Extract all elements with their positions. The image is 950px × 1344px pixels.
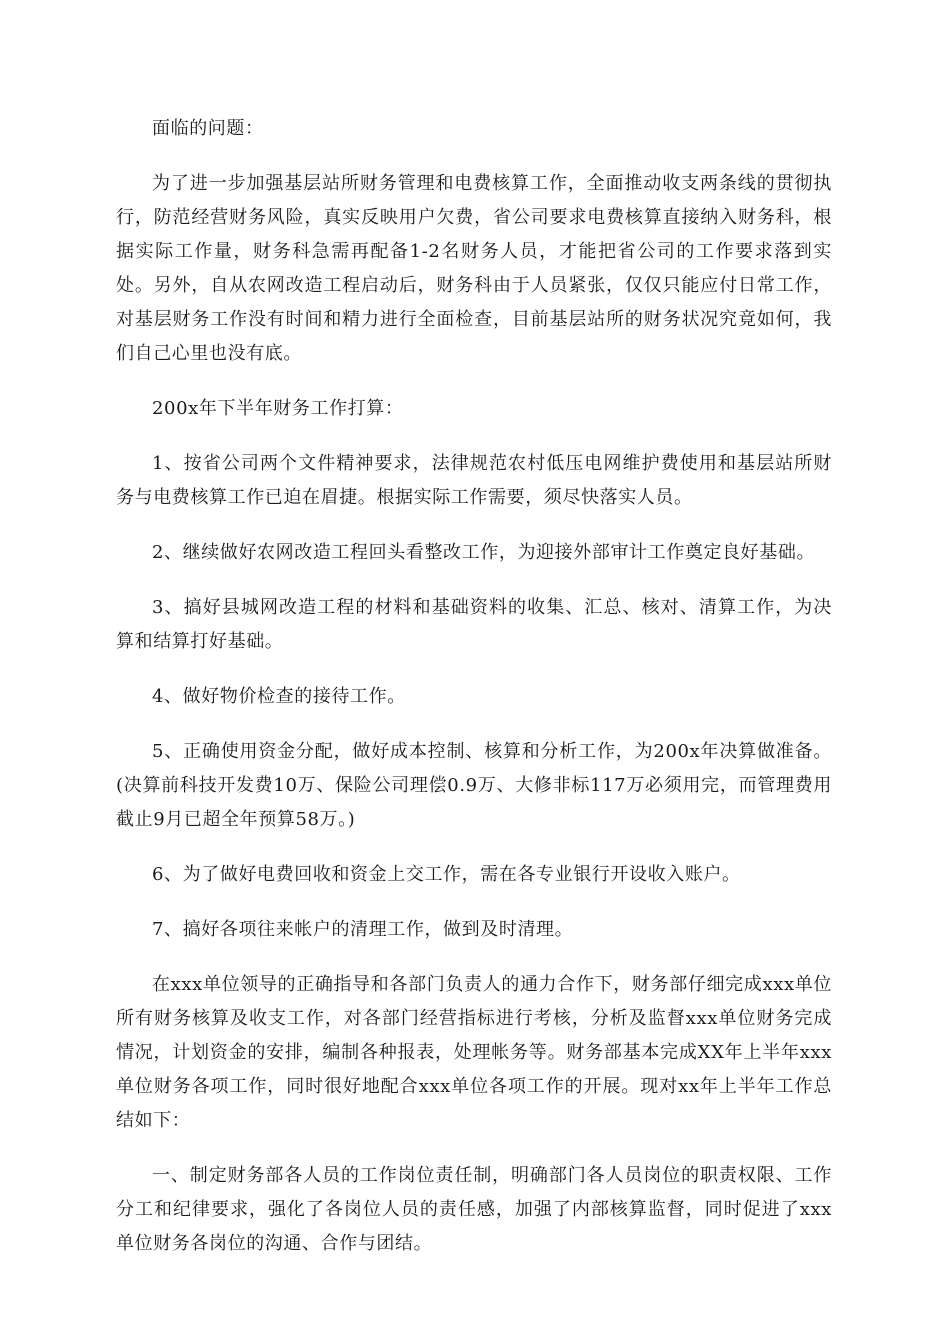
plan-item-5: 5、正确使用资金分配，做好成本控制、核算和分析工作，为200x年决算做准备。(决算前科技开发费10万、保险公司理偿0.9万、大修非标117万必须用完，而管理费用截止9月已超全年预算58万。) <box>116 741 832 830</box>
paragraph-summary-point-1: 一、制定财务部各人员的工作岗位责任制，明确部门各人员岗位的职责权限、工作分工和纪律要求，强化了各岗位人员的责任感，加强了内部核算监督，同时促进了xxx单位财务各岗位的沟通、合作与团结。 <box>116 1165 832 1254</box>
document-body <box>116 112 832 1282</box>
plan-item-6: 6、为了做好电费回收和资金上交工作，需在各专业银行开设收入账户。 <box>152 864 741 885</box>
section-heading-plan: 200x年下半年财务工作打算： <box>152 398 404 419</box>
plan-item-3: 3、搞好县城网改造工程的材料和基础资料的收集、汇总、核对、清算工作，为决算和结算打好基础。 <box>116 597 832 652</box>
paragraph-problems: 为了进一步加强基层站所财务管理和电费核算工作，全面推动收支两条线的贯彻执行，防范经营财务风险，真实反映用户欠费，省公司要求电费核算直接纳入财务科，根据实际工作量，财务科急需再配备1-2名财务人员，才能把省公司的工作要求落到实处。另外，自从农网改造工程启动后，财务科由于人员紧张，仅仅只能应付日常工作，对基层财务工作没有时间和精力进行全面检查，目前基层站所的财务状况究竟如何，我们自己心里也没有底。 <box>116 173 832 364</box>
plan-item-4: 4、做好物价检查的接待工作。 <box>152 686 406 707</box>
section-heading-problems: 面临的问题： <box>152 118 264 139</box>
plan-item-2: 2、继续做好农网改造工程回头看整改工作，为迎接外部审计工作奠定良好基础。 <box>152 542 816 563</box>
plan-item-1: 1、按省公司两个文件精神要求，法律规范农村低压电网维护费使用和基层站所财务与电费核算工作已迫在眉捷。根据实际工作需要，须尽快落实人员。 <box>116 453 832 508</box>
paragraph-summary-intro: 在xxx单位领导的正确指导和各部门负责人的通力合作下，财务部仔细完成xxx单位所有财务核算及收支工作，对各部门经营指标进行考核，分析及监督xxx单位财务完成情况，计划资金的安排，编制各种报表，处理帐务等。财务部基本完成XX年上半年xxx单位财务各项工作，同时很好地配合xxx单位各项工作的开展。现对xx年上半年工作总结如下： <box>116 974 832 1131</box>
plan-item-7: 7、搞好各项往来帐户的清理工作，做到及时清理。 <box>152 919 574 940</box>
